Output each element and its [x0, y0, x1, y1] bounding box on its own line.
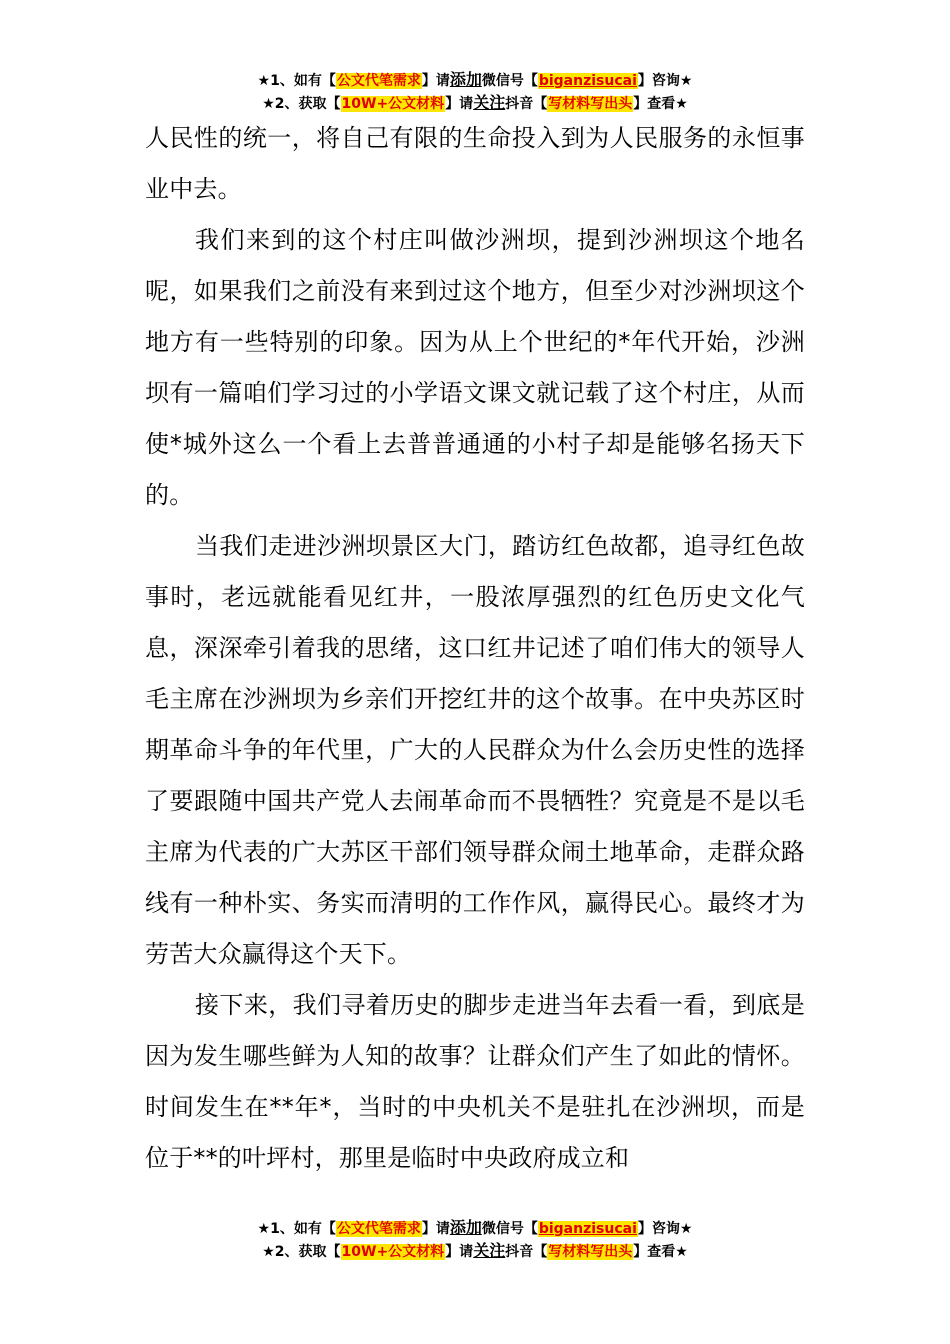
banner-line-1-prefix: ★1、如有【 [257, 73, 336, 89]
footer-line-2-mid2: 抖音【 [505, 1244, 548, 1260]
footer-line-1-suffix: 】咨询★ [637, 1221, 693, 1237]
banner-line-2 [0, 92, 950, 115]
banner-line-1-suffix: 】咨询★ [637, 73, 693, 89]
footer-line-2 [0, 1240, 950, 1263]
materials-highlight: 10W+公文材料 [341, 96, 445, 112]
banner-line-1 [0, 69, 950, 92]
banner-line-2-suffix: 】查看★ [633, 96, 688, 112]
banner-line-1-emphasis: 添加 [449, 70, 482, 89]
footer-line-1-emphasis: 添加 [449, 1218, 482, 1237]
paragraph-3: 当我们走进沙洲坝景区大门，踏访红色故都，追寻红色故事时，老远就能看见红井，一股浓厚强烈的红色历史文化气息，深深牵引着我的思绪，这口红井记述了咱们伟大的领导人毛主席在沙洲坝为乡亲们开挖红井的这个故事。在中央苏区时期革命斗争的年代里，广大的人民群众为什么会历史性的选择了要跟随中国共产党人去闹革命而不畏牺牲？究竟是不是以毛主席为代表的广大苏区干部们领导群众闹土地革命，走群众路线有一种朴实、务实而清明的工作作风，赢得民心。最终才为劳苦大众赢得这个天下。 [145, 532, 805, 968]
banner-line-1-mid2: 微信号【 [481, 73, 538, 89]
douyin-account-highlight: 写材料写出头 [548, 96, 633, 112]
footer-line-1-mid1: 】请 [421, 1221, 450, 1237]
footer-banner [0, 1217, 950, 1263]
header-banner [0, 69, 950, 115]
footer-line-2-prefix: ★2、获取【 [262, 1244, 341, 1260]
wechat-id-highlight: biganzisucai [538, 73, 637, 89]
banner-line-2-emphasis: 关注 [473, 93, 506, 112]
footer-line-1 [0, 1217, 950, 1240]
banner-line-2-mid1: 】请 [445, 96, 474, 112]
writing-service-highlight: 公文代笔需求 [336, 73, 421, 89]
footer-wechat-id-highlight: biganzisucai [538, 1221, 637, 1237]
banner-line-2-prefix: ★2、获取【 [262, 96, 341, 112]
banner-line-2-mid2: 抖音【 [505, 96, 548, 112]
footer-line-2-mid1: 】请 [445, 1244, 474, 1260]
footer-line-2-suffix: 】查看★ [633, 1244, 688, 1260]
footer-line-2-emphasis: 关注 [473, 1241, 506, 1260]
footer-materials-highlight: 10W+公文材料 [341, 1244, 445, 1260]
footer-line-1-prefix: ★1、如有【 [257, 1221, 336, 1237]
paragraph-2: 我们来到的这个村庄叫做沙洲坝，提到沙洲坝这个地名呢，如果我们之前没有来到过这个地方，但至少对沙洲坝这个地方有一些特别的印象。因为从上个世纪的*年代开始，沙洲坝有一篇咱们学习过的小学语文课文就记载了这个村庄，从而使*城外这么一个看上去普普通通的小村子却是能够名扬天下的。 [145, 226, 805, 509]
paragraph-4: 接下来，我们寻着历史的脚步走进当年去看一看，到底是因为发生哪些鲜为人知的故事？让群众们产生了如此的情怀。时间发生在**年*，当时的中央机关不是驻扎在沙洲坝，而是位于**的叶坪村，那里是临时中央政府成立和 [145, 991, 805, 1172]
document-body [145, 113, 805, 1184]
footer-douyin-account-highlight: 写材料写出头 [548, 1244, 633, 1260]
footer-writing-service-highlight: 公文代笔需求 [336, 1221, 421, 1237]
banner-line-1-mid1: 】请 [421, 73, 450, 89]
footer-line-1-mid2: 微信号【 [481, 1221, 538, 1237]
paragraph-1: 人民性的统一，将自己有限的生命投入到为人民服务的永恒事业中去。 [145, 124, 805, 203]
